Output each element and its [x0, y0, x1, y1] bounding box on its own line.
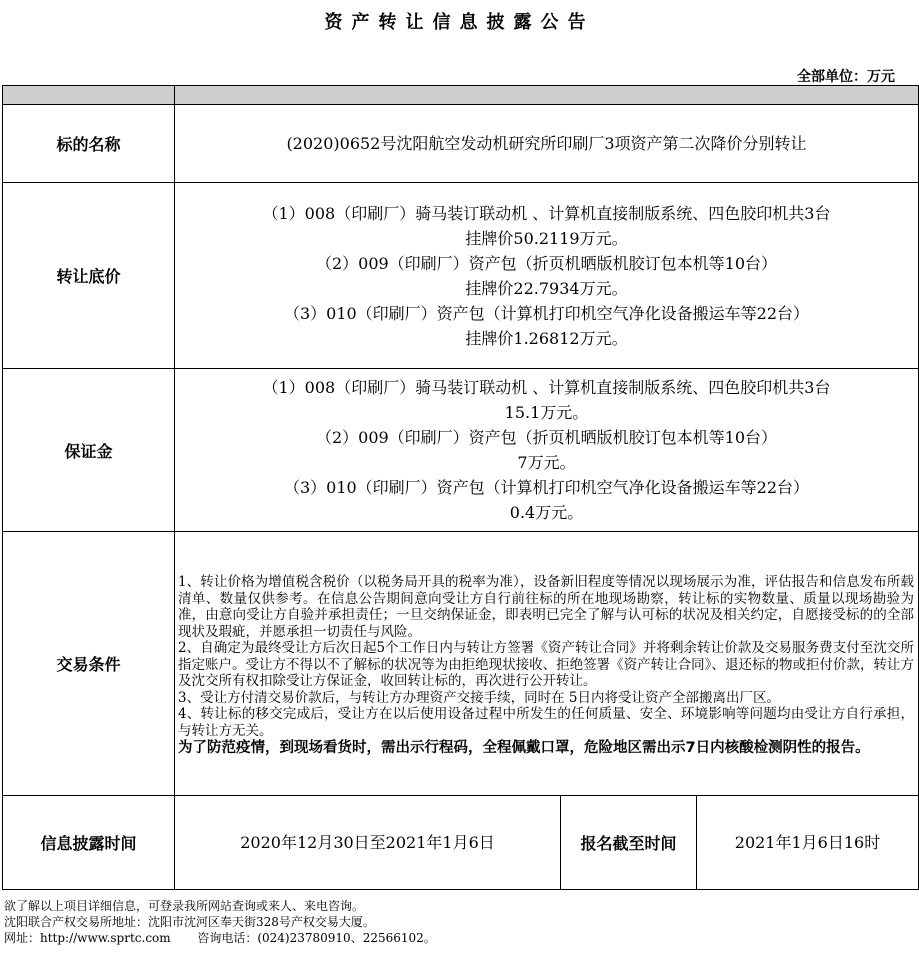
deposit-line: 15.1万元。 [504, 403, 589, 422]
unit-note: 全部单位：万元 [797, 69, 895, 85]
terms-item: 2、自确定为最终受让方后次日起5个工作日内与转让方签署《资产转让合同》并将剩余转让价款及交易服务费支付至沈交所指定账户。受让方不得以不了解标的状况等为由拒绝现状接收、拒绝签署《资产转让合同》、退还标的物或拒付价款，转让方及沈交所有权扣除受让方保证金，收回转让标的，再次进行公开转让。 [178, 640, 914, 689]
deadline-label: 报名截至时间 [561, 796, 697, 890]
price-line: 挂牌价22.7934万元。 [465, 278, 628, 298]
disclosure-value: 2020年12月30日至2021年1月6日 [175, 796, 561, 890]
deposit-line: 7万元。 [517, 453, 576, 472]
footer-line: 沈阳联合产权交易所地址：沈阳市沈河区奉天街328号产权交易大厦。 [4, 915, 375, 929]
price-line: 挂牌价1.26812万元。 [465, 328, 628, 348]
table-header-row [3, 86, 919, 105]
price-cell [175, 183, 919, 369]
announcement-table [2, 85, 919, 890]
disclosure-label: 信息披露时间 [3, 796, 175, 890]
price-line: 挂牌价50.2119万元。 [465, 228, 628, 248]
terms-item: 4、转让标的移交完成后，受让方在以后使用设备过程中所发生的任何质量、安全、环境影响等问题均由受让方自行承担，与转让方无关。 [178, 706, 914, 739]
table-row [3, 105, 919, 183]
terms-item: 1、转让价格为增值税含税价（以税务局开具的税率为准），设备新旧程度等情况以现场展示为准，评估报告和信息发布所载清单、数量仅供参考。在信息公告期间意向受让方自行前往标的所在地现场勘察，转让标的实物数量、质量以现场勘验为准，由意向受让方自验并承担责任；一旦交纳保证金，即表明已完全了解与认可标的状况及相关约定，自愿接受标的的全部现状及瑕疵，并愿承担一切责任与风险。 [178, 574, 914, 640]
table-row [3, 183, 919, 369]
header-cell-left [3, 86, 175, 105]
price-label: 转让底价 [3, 183, 175, 369]
price-line: （1）008（印刷厂）骑马装订联动机 、计算机直接制版系统、四色胶印机共3台 [262, 203, 831, 223]
deposit-label: 保证金 [3, 369, 175, 532]
terms-item: 3、受让方付清交易价款后，与转让方办理资产交接手续，同时在 5日内将受让资产全部搬离出厂区。 [178, 689, 780, 706]
terms-cell [175, 532, 919, 796]
footer-line: 欲了解以上项目详细信息，可登录我所网站查询或来人、来电咨询。 [4, 899, 365, 913]
price-line: （2）009（印刷厂）资产包（折页机晒版机胶订包本机等10台） [315, 253, 778, 273]
subject-value: (2020)0652号沈阳航空发动机研究所印刷厂3项资产第二次降价分别转让 [175, 105, 919, 183]
header-cell-right [175, 86, 919, 105]
epidemic-notice: 为了防范疫情，到现场看货时，需出示行程码，全程佩戴口罩，危险地区需出示7日内核酸检测阴性的报告。 [178, 740, 870, 756]
price-line: （3）010（印刷厂）资产包（计算机打印机空气净化设备搬运车等22台） [283, 303, 810, 323]
table-row [3, 369, 919, 532]
deposit-line: （3）010（印刷厂）资产包（计算机打印机空气净化设备搬运车等22台） [283, 478, 810, 497]
footer-line: 网址：http://www.sprtc.com 咨询电话：(024)23780910、22566102。 [4, 931, 436, 945]
deposit-line: 0.4万元。 [509, 503, 584, 522]
deposit-cell [175, 369, 919, 532]
table-row [3, 796, 919, 890]
table-row [3, 532, 919, 796]
subject-label: 标的名称 [3, 105, 175, 183]
page-title: 资产转让信息披露公告 [324, 12, 595, 33]
footer [4, 898, 436, 946]
deposit-line: （2）009（印刷厂）资产包（折页机晒版机胶订包本机等10台） [315, 428, 778, 447]
deposit-line: （1）008（印刷厂）骑马装订联动机 、计算机直接制版系统、四色胶印机共3台 [262, 378, 831, 397]
deadline-value: 2021年1月6日16时 [697, 796, 919, 890]
terms-label: 交易条件 [3, 532, 175, 796]
